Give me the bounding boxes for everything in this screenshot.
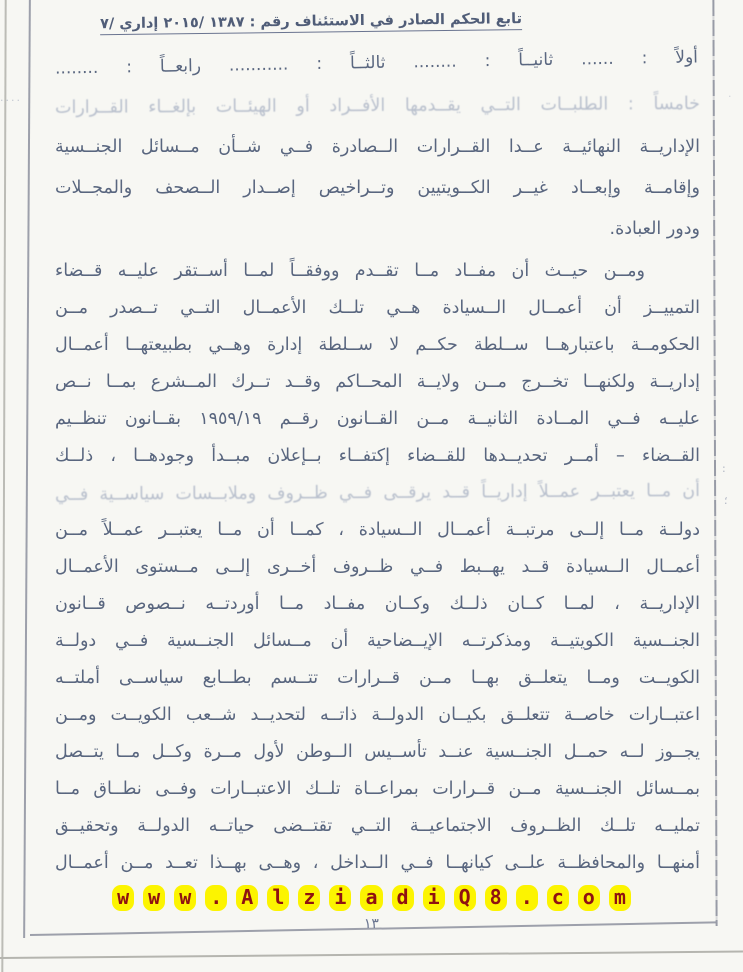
page-number: ١٣	[363, 915, 380, 933]
body-line: تمليــه تلــك الظــروف الاجتماعيــة التــي تقتــضى حياتــه الدولــة وتحقيــق	[55, 816, 700, 836]
body-line: الإداريــة النهائيــة عــدا القــرارات الــصادرة فــي شــأن مــسائل الجنــسية	[55, 137, 700, 157]
watermark-letter: i	[329, 885, 351, 911]
scan-artifact-mark: ·	[728, 90, 732, 103]
watermark-letter: c	[547, 885, 569, 911]
watermark-letter: A	[236, 885, 258, 911]
body-line: الحكومــة باعتبارهــا ســلطة حكــم لا ســلطة إدارة وهــي بطبيعتهــا أعمــال	[55, 335, 700, 355]
body-line: الكويــت ومــا يتعلــق بهــا مــن قــرارات تتــسم بطــابع سياســى أملتــه	[55, 668, 700, 688]
watermark-letter: .	[205, 885, 227, 911]
body-line: عليــه فــي المــادة الثانيــة مــن القــانون رقــم ١٩٥٩/١٩ بقــانون تنظــيم	[55, 409, 701, 429]
body-line: اعتبــارات خاصــة تتعلــق بكيــان الدولــة ذاتــه لتحديــد شــعب الكويــت ومــن	[55, 705, 700, 725]
watermark-letter: z	[298, 885, 320, 911]
watermark-alziadiq8	[0, 885, 743, 911]
body-line: أن مــا يعتبــر عمــلاً إداريــاً قــد يرقــى فــي ظــروف وملابــسات سياســية فــي	[54, 481, 701, 505]
page-frame-right-border	[712, 0, 717, 926]
body-line: بمــسائل الجنــسية مــن قــرارات بمراعــاة تلــك الاعتبــارات وفــى نطــاق مــا	[55, 779, 700, 799]
body-line: يجــوز لــه حمــل الجنــسية عنــد تأســيس الــوطن لأول مــرة وكــل مــا يتــصل	[55, 742, 700, 762]
watermark-letter: a	[360, 885, 382, 911]
body-line: وإقامــة وإبعــاد غيــر الكــويتيين وتــراخيص إصــدار الــصحف والمجــلات	[55, 178, 700, 198]
body-line: الإداريــة ، لمــا كــان ذلــك وكــان مفــاد مــا أوردتــه نــصوص قــانون	[55, 594, 700, 614]
body-line: ومــن حيــث أن مفــاد مــا تقــدم ووفقــاً لمــا أســتقر عليــه قــضاء	[55, 261, 645, 281]
scan-artifact-mark: ؛	[724, 494, 728, 507]
watermark-letter: o	[578, 885, 600, 911]
page-frame-left-border	[23, 0, 31, 938]
body-line: إداريــة ولكنهــا تخــرج مــن ولايــة المحــاكم وقــد تــرك المــشرع بمــا نــص	[55, 372, 700, 392]
judgment-continuation-header-text: تابع الحكم الصادر في الاستئناف رقم : ١٣٨٧ /٢٠١٥ إداري /٧	[100, 11, 522, 35]
watermark-letter: l	[267, 885, 289, 911]
body-line: دولــة مــا إلــى مرتبــة أعمــال الــسيادة ، كمــا أن مــا يعتبــر عمــلاً مــن	[55, 520, 700, 540]
watermark-letter: w	[112, 885, 134, 911]
body-line: التمييــز أن أعمــال الــسيادة هــي تلــك الأعمــال التــي تــصدر مــن	[55, 298, 700, 318]
watermark-letter: w	[174, 885, 196, 911]
judgment-body-text	[55, 86, 700, 882]
judgment-continuation-header	[42, 11, 522, 33]
scan-edge-left-line	[1, 0, 6, 972]
scan-artifact-dots: ····	[0, 94, 22, 107]
watermark-letter: d	[392, 885, 414, 911]
watermark-letter: 8	[485, 885, 507, 911]
body-line: خامساً : الطلبــات التــي يقــدمها الأفــراد أو الهيئــات بإلغــاء القــرارات	[54, 94, 701, 118]
watermark-letter: .	[516, 885, 538, 911]
body-line: القــضاء – أمــر تحديــدها للقــضاء إكتفــاء بــإعلان مبــدأ وجودهــا ، ذلــك	[55, 446, 700, 466]
paragraph-sovereignty-acts	[55, 253, 700, 882]
ordinals-line: أولاً : ...... ثانيــاً : ........ ثالثــاً : ........... رابعــاً : ........	[54, 47, 699, 79]
body-line: ودور العبادة.	[609, 219, 700, 239]
watermark-letter: i	[423, 885, 445, 911]
paragraph-fifth-clause	[55, 86, 700, 250]
body-line: أمنهــا والمحافظــة علــى كيانهــا فــي الــداخل ، وهــى بهــذا تعــد مــن أعمــال	[55, 853, 700, 873]
body-line: أعمــال الــسيادة قــد يهــبط فــي ظــروف أخــرى إلــى مــستوى الأعمــال	[55, 557, 700, 577]
body-line: الجنــسية الكويتيــة ومذكرتــه الإيــضاحية أن مــسائل الجنــسية فــي دولــة	[55, 631, 700, 651]
scan-edge-bottom-line	[0, 951, 743, 959]
watermark-letter: Q	[454, 885, 476, 911]
scan-artifact-mark: :	[722, 462, 726, 475]
watermark-letter: m	[609, 885, 631, 911]
watermark-letter: w	[143, 885, 165, 911]
